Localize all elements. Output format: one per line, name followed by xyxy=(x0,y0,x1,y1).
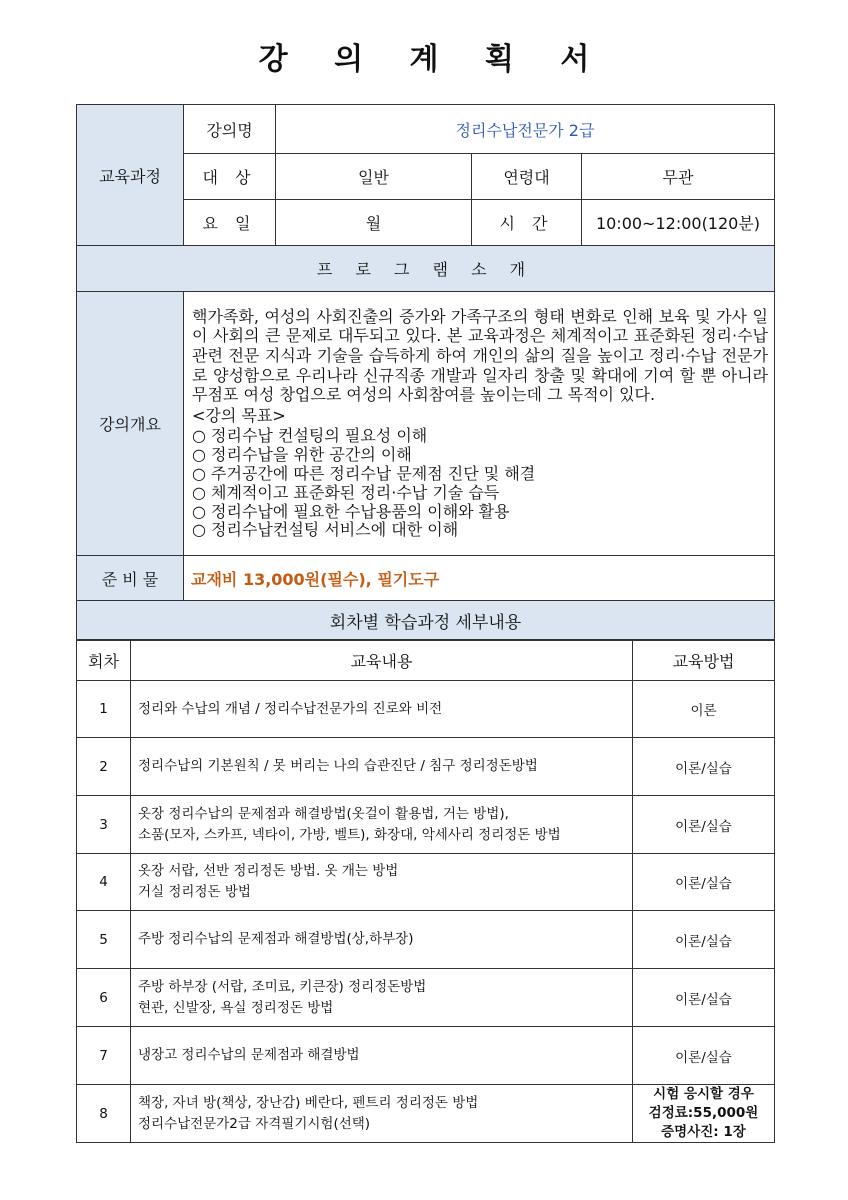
goal-item: ○ 정리수납컨설팅 서비스에 대한 이해 xyxy=(192,521,768,540)
program-intro-title: 프 로 그 램 소 개 xyxy=(77,246,775,292)
session-number: 1 xyxy=(77,681,131,738)
session-method: 이론/실습 xyxy=(633,796,775,854)
session-content xyxy=(131,854,633,911)
target-label: 대 상 xyxy=(184,154,276,200)
method-line: 시험 응시할 경우 xyxy=(653,1086,754,1102)
table-row xyxy=(77,911,775,969)
target-value: 일반 xyxy=(276,154,472,200)
session-method: 이론/실습 xyxy=(633,738,775,796)
overview-text: 핵가족화, 여성의 사회진출의 증가와 가족구조의 형태 변화로 인해 보육 및 가사 일이 사회의 큰 문제로 대두되고 있다. 본 교육과정은 체계적이고 표준화된 정리·수납 관련 전문 지식과 기술을 습득하게 하여 개인의 삶의 질을 높이고 정리·수납 전문가로 양성함으로 우리나라 신규직종 개발과 일자리 창출 및 확대에 기여 할 뿐 아니라 무점포 여성 창업으로 여성의 사회참여를 높이는데 그 목적이 있다. xyxy=(192,306,768,405)
goals-label: <강의 목표> xyxy=(192,405,286,425)
time-value: 10:00~12:00(120분) xyxy=(582,200,775,246)
content-line: 현관, 신발장, 욕실 정리정돈 방법 xyxy=(138,999,334,1016)
method-line: 검정료:55,000원 xyxy=(648,1105,759,1121)
content-line: 옷장 정리수납의 문제점과 해결방법(옷걸이 활용법, 거는 방법), xyxy=(138,805,509,822)
session-method: 이론/실습 xyxy=(633,1027,775,1085)
session-method: 이론/실습 xyxy=(633,911,775,969)
overview-label: 강의개요 xyxy=(77,292,184,556)
course-info-table xyxy=(76,104,775,640)
session-content xyxy=(131,969,633,1027)
table-row xyxy=(77,681,775,738)
time-label: 시 간 xyxy=(472,200,582,246)
table-row xyxy=(77,796,775,854)
goal-item: ○ 정리수납을 위한 공간의 이해 xyxy=(192,446,768,465)
table-row xyxy=(77,1027,775,1085)
session-number: 6 xyxy=(77,969,131,1027)
content-line: 옷장 서랍, 선반 정리정돈 방법. 옷 개는 방법 xyxy=(138,863,399,879)
session-content xyxy=(131,681,633,738)
content-line: 책장, 자녀 방(책상, 장난감) 베란다, 펜트리 정리정돈 방법 xyxy=(138,1094,479,1111)
preparation-label: 준 비 물 xyxy=(77,556,184,601)
content-line: 거실 정리정돈 방법 xyxy=(138,884,251,900)
goal-item: ○ 정리수납 컨설팅의 필요성 이해 xyxy=(192,427,768,446)
overview-content xyxy=(184,292,775,556)
session-content xyxy=(131,1085,633,1143)
method-line: 증명사진: 1장 xyxy=(661,1124,746,1140)
course-name-value: 정리수납전문가 2급 xyxy=(276,105,775,154)
education-course-label: 교육과정 xyxy=(77,105,184,246)
content-line: 정리수납의 기본원칙 / 못 버리는 나의 습관진단 / 침구 정리정돈방법 xyxy=(138,758,538,774)
session-content xyxy=(131,1027,633,1085)
session-number: 8 xyxy=(77,1085,131,1143)
session-number: 2 xyxy=(77,738,131,796)
table-row xyxy=(77,969,775,1027)
table-row xyxy=(77,738,775,796)
preparation-value: 교재비 13,000원(필수), 필기도구 xyxy=(184,556,775,601)
header-session: 회차 xyxy=(77,641,131,681)
session-content xyxy=(131,796,633,854)
session-content xyxy=(131,738,633,796)
content-line: 냉장고 정리수납의 문제점과 해결방법 xyxy=(138,1047,360,1063)
content-line: 주방 정리수납의 문제점과 해결방법(상,하부장) xyxy=(138,931,414,947)
session-number: 5 xyxy=(77,911,131,969)
goal-item: ○ 주거공간에 따른 정리수납 문제점 진단 및 해결 xyxy=(192,465,768,484)
content-line: 정리와 수납의 개념 / 정리수납전문가의 진로와 비전 xyxy=(138,700,443,717)
session-method: 이론/실습 xyxy=(633,969,775,1027)
session-method: 이론/실습 xyxy=(633,854,775,911)
content-line: 소품(모자, 스카프, 넥타이, 가방, 벨트), 화장대, 악세사리 정리정돈 방법 xyxy=(138,826,561,843)
goals-list xyxy=(192,427,768,540)
header-content: 교육내용 xyxy=(131,641,633,681)
page-title: 강 의 계 획 서 xyxy=(258,42,608,77)
session-number: 3 xyxy=(77,796,131,854)
schedule-title: 회차별 학습과정 세부내용 xyxy=(77,601,775,640)
session-number: 7 xyxy=(77,1027,131,1085)
content-line: 정리수납전문가2급 자격필기시험(선택) xyxy=(138,1115,371,1132)
session-method: 이론 xyxy=(633,681,775,738)
goal-item: ○ 체계적이고 표준화된 정리·수납 기술 습득 xyxy=(192,484,768,503)
session-number: 4 xyxy=(77,854,131,911)
age-value: 무관 xyxy=(582,154,775,200)
session-method xyxy=(633,1085,775,1143)
schedule-table xyxy=(76,640,775,1143)
day-label: 요 일 xyxy=(184,200,276,246)
day-value: 월 xyxy=(276,200,472,246)
course-name-label: 강의명 xyxy=(184,105,276,154)
table-row xyxy=(77,1085,775,1143)
session-content xyxy=(131,911,633,969)
goal-item: ○ 정리수납에 필요한 수납용품의 이해와 활용 xyxy=(192,503,768,522)
age-label: 연령대 xyxy=(472,154,582,200)
table-row xyxy=(77,854,775,911)
header-method: 교육방법 xyxy=(633,641,775,681)
content-line: 주방 하부장 (서랍, 조미료, 키큰장) 정리정돈방법 xyxy=(138,978,427,995)
